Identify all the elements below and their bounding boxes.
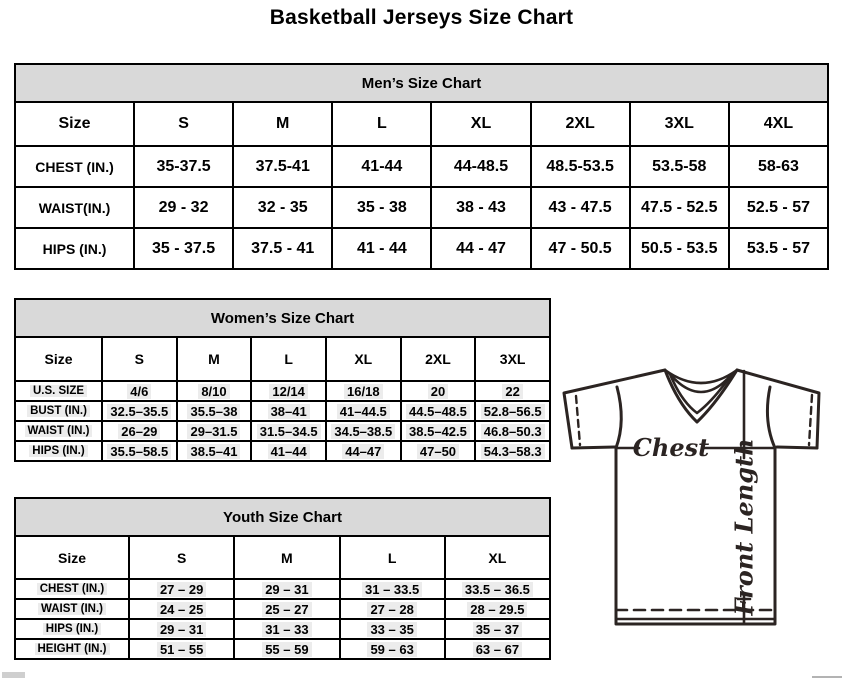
table-cell: 35 - 37.5 [134,228,233,269]
column-header: Size [15,536,129,579]
cell-value: 32.5–35.5 [107,404,171,419]
table-cell [401,381,476,401]
table-cell: 32 - 35 [233,187,332,228]
cell-value: 38–41 [268,404,310,419]
table-cell [129,599,234,619]
table-cell [251,421,326,441]
sleeve-dash-right [809,395,812,445]
table-header-row [15,102,828,146]
table-row [15,401,550,421]
table-cell [177,381,252,401]
cell-value: 12/14 [269,384,308,399]
row-label: WAIST(IN.) [15,187,134,228]
scrollbar-fragment[interactable] [812,676,842,678]
cell-value: 41–44 [268,444,310,459]
cell-value: 26–29 [118,424,160,439]
column-header: Size [15,102,134,146]
table-cell: 52.5 - 57 [729,187,828,228]
table-row [15,599,550,619]
row-label: CHEST (IN.) [15,146,134,187]
table-cell [340,639,445,659]
table-cell [475,381,550,401]
table-row [15,381,550,401]
table-cell: 47 - 50.5 [531,228,630,269]
cell-value: 35 – 37 [473,622,522,637]
cell-value: CHEST (IN.) [37,583,108,595]
cell-value: WAIST (IN.) [25,425,93,437]
cell-value: 4/6 [127,384,151,399]
column-header: 2XL [401,337,476,381]
table-cell: 44 - 47 [431,228,530,269]
cell-value: 25 – 27 [262,602,311,617]
table-cell [475,401,550,421]
row-label [15,421,102,441]
table-cell: 35-37.5 [134,146,233,187]
youth-size-table [14,497,551,660]
jersey-right-cuff [777,447,817,448]
row-label [15,381,102,401]
column-header: M [177,337,252,381]
table-cell [234,639,339,659]
table-cell [475,441,550,461]
table-cell [129,579,234,599]
table-row [15,441,550,461]
row-label [15,599,129,619]
table-cell [177,441,252,461]
cell-value: 59 – 63 [367,642,416,657]
cell-value: WAIST (IN.) [38,603,106,615]
table-cell [177,421,252,441]
front-length-label: Front Length [729,438,759,616]
table-cell [234,619,339,639]
womens-size-table [14,298,551,462]
table-cell [177,401,252,421]
table-cell [445,639,550,659]
cell-value: 63 – 67 [473,642,522,657]
row-label [15,639,129,659]
column-header: S [134,102,233,146]
cell-value: 44.5–48.5 [406,404,470,419]
column-header: Size [15,337,102,381]
jersey-left-armhole [616,387,621,448]
cell-value: 31.5–34.5 [257,424,321,439]
table-row [15,421,550,441]
row-label [15,619,129,639]
sleeve-dash-left [576,396,580,445]
cell-value: 29–31.5 [187,424,240,439]
table-cell: 41-44 [332,146,431,187]
cell-value: 55 – 59 [262,642,311,657]
table-cell: 29 - 32 [134,187,233,228]
scrollbar-fragment[interactable] [2,672,25,678]
cell-value: 35.5–38 [187,404,240,419]
column-header: 2XL [531,102,630,146]
table-row [15,187,828,228]
jersey-left-cuff [572,447,615,448]
table-cell [102,441,177,461]
mens-table-title: Men’s Size Chart [15,64,828,102]
cell-value: 47–50 [417,444,459,459]
cell-value: 46.8–50.3 [481,424,545,439]
table-cell [401,401,476,421]
table-cell: 41 - 44 [332,228,431,269]
cell-value: HIPS (IN.) [29,445,87,457]
table-cell [326,441,401,461]
cell-value: 29 – 31 [262,582,311,597]
cell-value: 27 – 28 [367,602,416,617]
column-header: M [234,536,339,579]
table-row [15,228,828,269]
table-cell [475,421,550,441]
table-cell: 48.5-53.5 [531,146,630,187]
page-title: Basketball Jerseys Size Chart [269,6,574,29]
youth-table-title: Youth Size Chart [15,498,550,536]
table-cell: 35 - 38 [332,187,431,228]
column-header: 4XL [729,102,828,146]
cell-value: 28 – 29.5 [467,602,527,617]
table-cell [234,579,339,599]
table-cell [251,381,326,401]
cell-value: 29 – 31 [157,622,206,637]
cell-value: 51 – 55 [157,642,206,657]
cell-value: 24 – 25 [157,602,206,617]
cell-value: 31 – 33.5 [362,582,422,597]
cell-value: 8/10 [198,384,229,399]
mens-size-table [14,63,829,270]
table-cell [340,619,445,639]
table-cell: 50.5 - 53.5 [630,228,729,269]
column-header: XL [445,536,550,579]
table-cell [445,579,550,599]
table-cell: 53.5 - 57 [729,228,828,269]
cell-value: 27 – 29 [157,582,206,597]
table-cell: 58-63 [729,146,828,187]
table-cell: 43 - 47.5 [531,187,630,228]
jersey-right-sleeve [737,370,819,448]
cell-value: 20 [428,384,448,399]
table-cell [251,401,326,421]
column-header: XL [431,102,530,146]
jersey-right-armhole [767,387,775,448]
womens-table-title: Women’s Size Chart [15,299,550,337]
cell-value: 38.5–41 [187,444,240,459]
table-cell [326,401,401,421]
table-cell [129,639,234,659]
table-cell: 37.5-41 [233,146,332,187]
table-cell: 53.5-58 [630,146,729,187]
cell-value: 33 – 35 [367,622,416,637]
cell-value: HEIGHT (IN.) [35,643,110,655]
column-header: XL [326,337,401,381]
column-header: L [332,102,431,146]
cell-value: 41–44.5 [337,404,390,419]
chest-label: Chest [632,433,710,462]
table-cell: 37.5 - 41 [233,228,332,269]
table-cell: 47.5 - 52.5 [630,187,729,228]
table-cell [445,619,550,639]
table-cell [102,381,177,401]
cell-value: 22 [502,384,522,399]
table-cell [401,441,476,461]
column-header: M [233,102,332,146]
cell-value: U.S. SIZE [30,385,87,397]
table-header-row [15,337,550,381]
cell-value: 54.3–58.3 [481,444,545,459]
cell-value: BUST (IN.) [27,405,90,417]
cell-value: 16/18 [344,384,383,399]
column-header: S [102,337,177,381]
column-header: L [340,536,445,579]
table-cell [340,579,445,599]
column-header: 3XL [475,337,550,381]
table-cell: 44-48.5 [431,146,530,187]
cell-value: 31 – 33 [262,622,311,637]
row-label [15,401,102,421]
table-cell [234,599,339,619]
table-cell [401,421,476,441]
table-cell [445,599,550,619]
cell-value: 35.5–58.5 [107,444,171,459]
table-header-row [15,536,550,579]
table-cell [340,599,445,619]
column-header: 3XL [630,102,729,146]
table-cell [102,421,177,441]
row-label [15,441,102,461]
row-label [15,579,129,599]
cell-value: HIPS (IN.) [43,623,101,635]
table-cell: 38 - 43 [431,187,530,228]
table-cell [326,381,401,401]
cell-value: 52.8–56.5 [481,404,545,419]
table-row [15,619,550,639]
table-cell [326,421,401,441]
column-header: L [251,337,326,381]
table-row [15,639,550,659]
table-cell [251,441,326,461]
table-cell [129,619,234,639]
table-row [15,146,828,187]
table-row [15,579,550,599]
jersey-diagram [550,353,840,645]
row-label: HIPS (IN.) [15,228,134,269]
cell-value: 34.5–38.5 [331,424,395,439]
table-cell [102,401,177,421]
cell-value: 38.5–42.5 [406,424,470,439]
cell-value: 44–47 [342,444,384,459]
column-header: S [129,536,234,579]
cell-value: 33.5 – 36.5 [462,582,533,597]
